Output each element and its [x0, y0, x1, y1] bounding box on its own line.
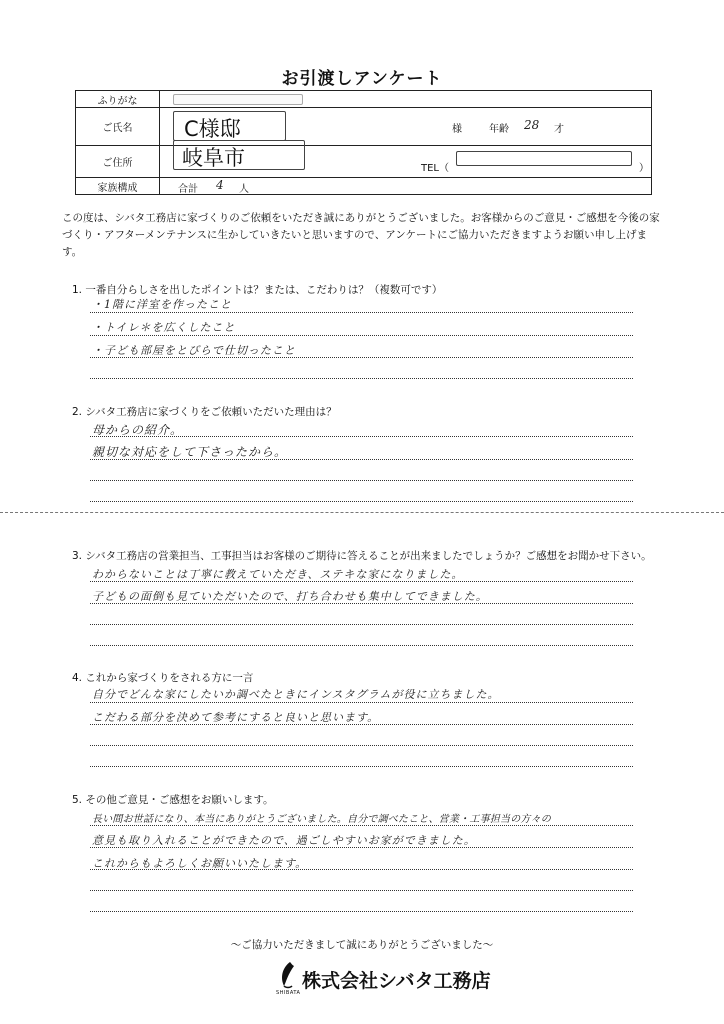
answer-line	[90, 603, 633, 604]
question-5: 5. その他ご意見・ご感想をお願いします。	[72, 794, 274, 806]
answer-1-line-2: ・トイレ＊を広くしたこと	[92, 321, 236, 334]
furigana-row	[76, 91, 651, 108]
answer-line	[90, 825, 633, 826]
name-row	[76, 108, 651, 146]
answer-1-line-3: ・子ども部屋をとびらで仕切ったこと	[92, 344, 296, 357]
answer-3-line-1: わからないことは丁寧に教えていただき、ステキな家になりました。	[92, 568, 464, 581]
answer-line	[90, 766, 633, 767]
total-value: 4	[216, 178, 224, 192]
company-logo	[276, 960, 491, 1000]
answer-2-line-2: 親切な対応をして下さったから。	[92, 445, 288, 459]
answer-line	[90, 890, 633, 891]
answer-5-line-2: 意見も取り入れることができたので、過ごしやすいお家ができました。	[92, 834, 476, 847]
question-1: 1. 一番自分らしさを出したポイントは？または、こだわりは？（複数可です）	[72, 284, 443, 296]
answer-3-line-2: 子どもの面倒も見ていただいたので、打ち合わせも集中してできました。	[92, 590, 488, 603]
answer-line	[90, 357, 633, 358]
answer-line	[90, 869, 633, 870]
answer-line	[90, 847, 633, 848]
question-3: 3. シバタ工務店の営業担当、工事担当はお客様のご期待に答えることが出来ましたでしょうか？ご感想をお聞かせ下さい。	[72, 550, 652, 562]
question-4: 4. これから家づくりをされる方に一言	[72, 672, 254, 684]
age-label: 年齢	[489, 124, 509, 135]
scan-fold-line	[0, 512, 724, 513]
company-sub: SHIBATA	[276, 990, 301, 996]
company-name: 株式会社シバタ工務店	[302, 970, 491, 992]
answer-4-line-2: こだわる部分を決めて参考にすると良いと思います。	[92, 711, 380, 724]
address-box	[173, 140, 305, 170]
address-row	[76, 146, 651, 178]
answer-line	[90, 378, 633, 379]
furigana-redacted	[173, 94, 303, 105]
answer-1-line-1: ・1階に洋室を作ったこと	[92, 298, 232, 311]
answer-line	[90, 581, 633, 582]
tel-label: TEL（	[421, 163, 449, 174]
page-title: お引渡しアンケート	[281, 69, 443, 89]
tel-box	[456, 151, 632, 166]
age-value: 28	[524, 118, 540, 132]
answer-line	[90, 911, 633, 912]
answer-line	[90, 624, 633, 625]
answer-5-line-1: 長い間お世話になり、本当にありがとうございました。自分で調べたこと、営業・工事担当の方々の	[92, 814, 551, 825]
answer-line	[90, 312, 633, 313]
answer-line	[90, 724, 633, 725]
sama-label: 様	[452, 124, 462, 135]
name-label: ご氏名	[76, 108, 160, 145]
family-row	[76, 178, 651, 194]
address-label: ご住所	[76, 146, 160, 177]
company-logo-icon	[276, 960, 298, 992]
furigana-label: ふりがな	[76, 91, 160, 107]
tel-close: ）	[639, 163, 649, 174]
answer-line	[90, 745, 633, 746]
answer-line	[90, 501, 633, 502]
answer-line	[90, 436, 633, 437]
intro-text: この度は、シバタ工務店に家づくりのご依頼をいただき誠にありがとうございました。お客様からのご意見・ご感想を今後の家づくり・アフターメンテナンスに生かしていきたいと思いますので、アンケートにご協力いただきますようお願い申し上げます。	[62, 212, 660, 258]
customer-info-table	[75, 90, 652, 195]
thank-you-footer: 〜ご協力いただきまして誠にありがとうございました〜	[230, 939, 494, 951]
family-label: 家族構成	[76, 178, 160, 194]
name-box	[173, 111, 286, 141]
answer-4-line-1: 自分でどんな家にしたいか調べたときにインスタグラムが役に立ちました。	[92, 688, 500, 701]
answer-2-line-1: 母からの紹介。	[92, 423, 184, 437]
address-value: 岐阜市	[182, 146, 245, 170]
answer-line	[90, 702, 633, 703]
answer-line	[90, 335, 633, 336]
name-value: C様邸	[184, 117, 241, 141]
answer-line	[90, 459, 633, 460]
total-unit: 人	[239, 184, 249, 195]
answer-line	[90, 480, 633, 481]
answer-5-line-3: これからもよろしくお願いいたします。	[92, 857, 308, 870]
total-label: 合計	[178, 184, 198, 195]
age-unit: 才	[554, 124, 564, 135]
answer-line	[90, 645, 633, 646]
question-2: 2. シバタ工務店に家づくりをご依頼いただいた理由は？	[72, 406, 337, 418]
